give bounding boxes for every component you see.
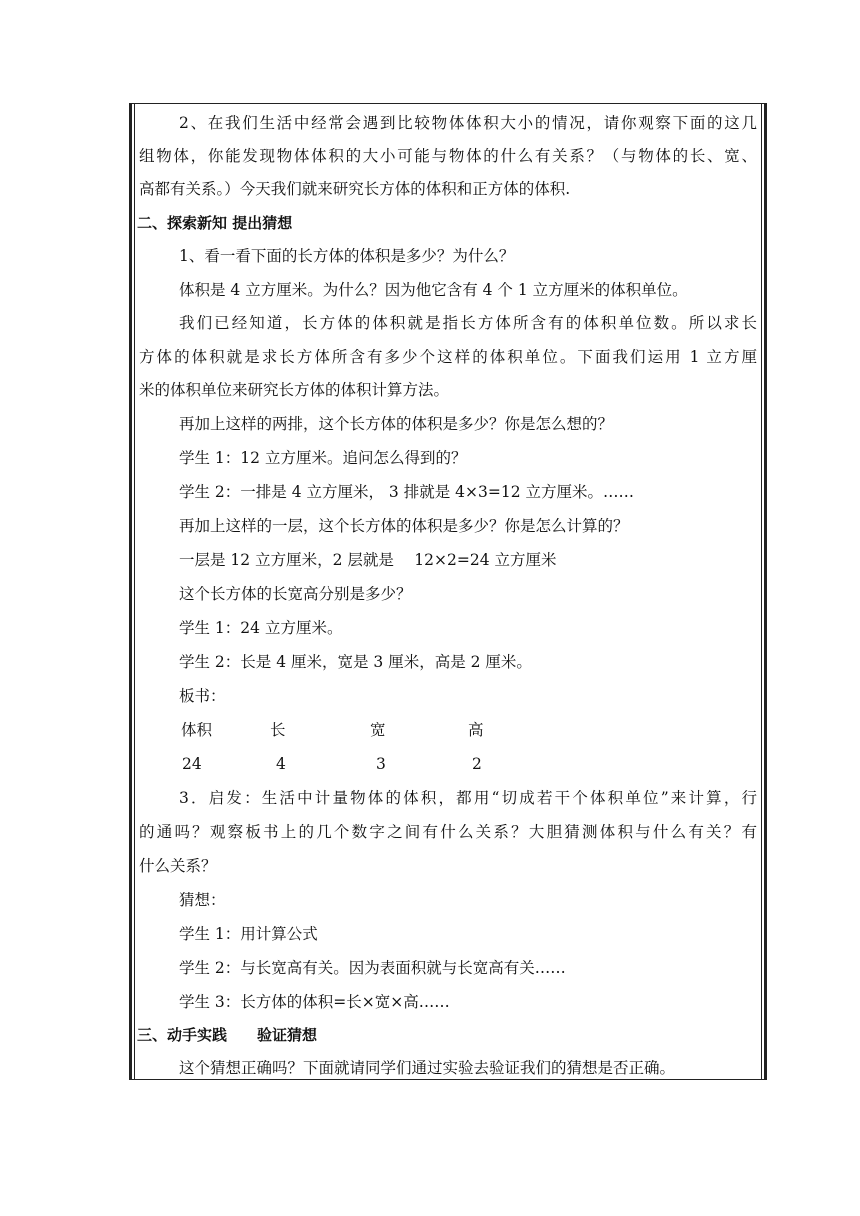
dialog-line-7: 学生 1：24 立方厘米。 xyxy=(179,619,343,637)
guess-line-2: 学生 1：用计算公式 xyxy=(179,925,318,943)
dialog-line-9: 板书： xyxy=(179,687,226,705)
dialog-line-1: 再加上这样的两排，这个长方体的体积是多少？你是怎么想的？ xyxy=(179,415,614,433)
dialog-line-6: 这个长方体的长宽高分别是多少？ xyxy=(179,585,412,603)
board-value-width: 3 xyxy=(376,755,386,773)
guess-line-4: 学生 3：长方体的体积=长×宽×高…… xyxy=(179,993,450,1011)
board-header-height: 高 xyxy=(468,721,484,739)
board-value-volume: 24 xyxy=(182,755,202,773)
board-header-length: 长 xyxy=(270,721,286,739)
inspire-line-2: 的通吗？观察板书上的几个数字之间有什么关系？大胆猜测体积与什么有关？有 xyxy=(139,823,757,841)
section2-heading: 二、探索新知 提出猜想 xyxy=(137,214,293,232)
inspire-line-1: 3．启发：生活中计量物体的体积，都用“切成若干个体积单位”来计算，行 xyxy=(179,789,757,807)
dialog-line-4: 再加上这样的一层，这个长方体的体积是多少？你是怎么计算的？ xyxy=(179,517,629,535)
intro-line-3: 高都有关系。）今天我们就来研究长方体的体积和正方体的体积. xyxy=(139,180,571,198)
section2-line-2: 体积是 4 立方厘米。为什么？因为他它含有 4 个 1 立方厘米的体积单位。 xyxy=(179,281,688,299)
section2-line-1: 1、看一看下面的长方体的体积是多少？为什么？ xyxy=(179,247,515,265)
known-line-3: 米的体积单位来研究长方体的体积计算方法。 xyxy=(139,381,450,399)
intro-line-2: 组物体，你能发现物体体积的大小可能与物体的什么有关系？（与物体的长、宽、 xyxy=(139,147,757,165)
dialog-line-8: 学生 2：长是 4 厘米，宽是 3 厘米，高是 2 厘米。 xyxy=(179,653,532,671)
board-value-height: 2 xyxy=(472,755,482,773)
frame-right-border xyxy=(764,103,767,1080)
dialog-line-3: 学生 2：一排是 4 立方厘米， 3 排就是 4×3=12 立方厘米。…… xyxy=(179,483,634,501)
dialog-line-5: 一层是 12 立方厘米，2 层就是 12×2=24 立方厘米 xyxy=(179,551,557,569)
section3-heading: 三、动手实践 验证猜想 xyxy=(137,1026,318,1044)
known-line-2: 方体的体积就是求长方体所含有多少个这样的体积单位。下面我们运用 1 立方厘 xyxy=(139,348,757,366)
board-header-volume: 体积 xyxy=(181,721,213,739)
document-frame xyxy=(129,103,767,1080)
frame-left-border xyxy=(129,103,132,1080)
board-value-length: 4 xyxy=(276,755,286,773)
inspire-line-3: 什么关系？ xyxy=(139,857,217,875)
dialog-line-2: 学生 1：12 立方厘米。追问怎么得到的？ xyxy=(179,449,467,467)
guess-line-3: 学生 2：与长宽高有关。因为表面积就与长宽高有关…… xyxy=(179,959,566,977)
frame-bottom-border xyxy=(129,1079,767,1080)
board-header-width: 宽 xyxy=(370,721,386,739)
guess-line-1: 猜想： xyxy=(179,891,226,909)
frame-top-border xyxy=(129,103,767,104)
section3-line: 这个猜想正确吗？下面就请同学们通过实验去验证我们的猜想是否正确。 xyxy=(179,1059,676,1077)
intro-line-1: 2、在我们生活中经常会遇到比较物体体积大小的情况，请你观察下面的这几 xyxy=(179,114,757,132)
known-line-1: 我们已经知道，长方体的体积就是指长方体所含有的体积单位数。所以求长 xyxy=(179,314,757,332)
